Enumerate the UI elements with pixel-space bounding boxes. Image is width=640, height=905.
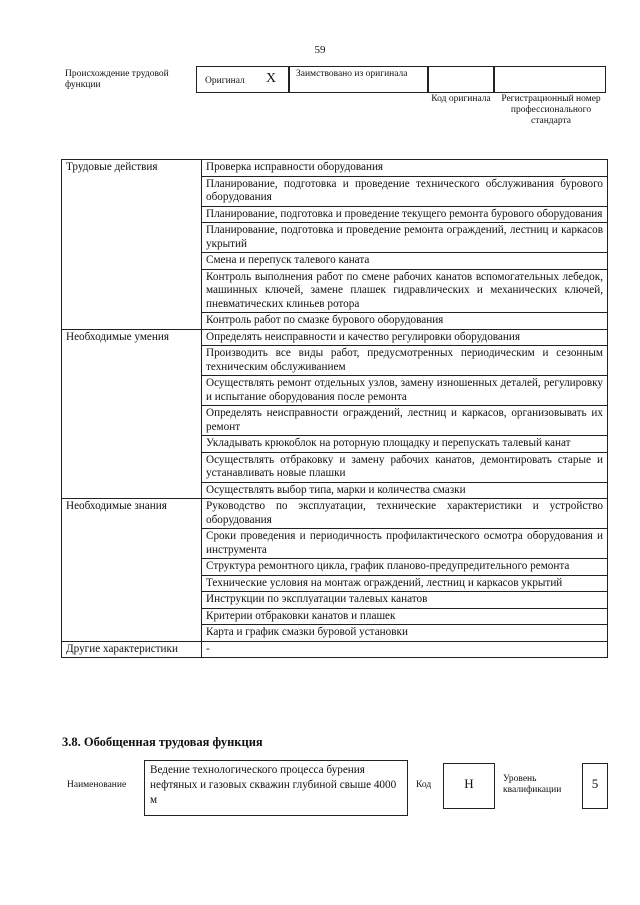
category-cell [62, 269, 202, 313]
original-mark: X [266, 71, 277, 86]
item-cell: Контроль работ по смазке бурового оборудования [202, 313, 608, 330]
item-cell: Критерии отбраковки канатов и плашек [202, 608, 608, 625]
reg-number-caption: Регистрационный номер профессионального стандарта [501, 94, 601, 126]
table-row [62, 559, 608, 576]
category-cell [62, 436, 202, 453]
category-cell [62, 592, 202, 609]
item-cell: Руководство по эксплуатации, технические характеристики и устройство оборудования [202, 499, 608, 529]
category-cell [62, 223, 202, 253]
level-value: 5 [591, 776, 599, 791]
code-original-caption: Код оригинала [431, 94, 491, 104]
item-cell: Осуществлять отбраковку и замену рабочих канатов, демонтировать старые и устанавливать новые плашки [202, 452, 608, 482]
page-number: 59 [314, 44, 326, 56]
table-row [62, 346, 608, 376]
category-cell [62, 452, 202, 482]
table-row [62, 625, 608, 642]
category-cell [62, 253, 202, 270]
name-label: Наименование [67, 780, 127, 790]
original-label: Оригинал [205, 76, 245, 86]
table-row [62, 499, 608, 529]
category-cell [62, 608, 202, 625]
table-row [62, 206, 608, 223]
category-cell: Необходимые знания [62, 499, 202, 529]
table-row [62, 529, 608, 559]
item-cell: Планирование, подготовка и проведение текущего ремонта бурового оборудования [202, 206, 608, 223]
labor-function-table [61, 159, 608, 658]
table-row [62, 641, 608, 658]
code-value: H [464, 776, 474, 791]
item-cell: Сроки проведения и периодичность профилактического осмотра оборудования и инструмента [202, 529, 608, 559]
borrowed-label: Заимствовано из оригинала [296, 69, 408, 79]
category-cell: Другие характеристики [62, 641, 202, 658]
category-cell [62, 559, 202, 576]
category-cell [62, 529, 202, 559]
category-cell [62, 406, 202, 436]
category-cell [62, 482, 202, 499]
item-cell: Планирование, подготовка и проведение технического обслуживания бурового оборудования [202, 176, 608, 206]
category-cell [62, 625, 202, 642]
category-cell [62, 313, 202, 330]
item-cell: Планирование, подготовка и проведение ремонта ограждений, лестниц и каркасов укрытий [202, 223, 608, 253]
table-row [62, 313, 608, 330]
item-cell: Смена и перепуск талевого каната [202, 253, 608, 270]
table-row [62, 269, 608, 313]
table-row [62, 592, 608, 609]
item-cell: Определять неисправности ограждений, лестниц и каркасов, организовывать их ремонт [202, 406, 608, 436]
item-cell: Проверка исправности оборудования [202, 160, 608, 177]
table-row [62, 329, 608, 346]
table-row [62, 482, 608, 499]
section-heading: 3.8. Обобщенная трудовая функция [62, 735, 263, 749]
table-row [62, 406, 608, 436]
table-row [62, 253, 608, 270]
item-cell: Инструкции по эксплуатации талевых канатов [202, 592, 608, 609]
item-cell: Определять неисправности и качество регулировки оборудования [202, 329, 608, 346]
name-value: Ведение технологического процесса бурения нефтяных и газовых скважин глубиной свыше 4000 м [150, 764, 397, 806]
table-row [62, 376, 608, 406]
table-row [62, 223, 608, 253]
category-cell [62, 346, 202, 376]
code-label: Код [416, 780, 432, 790]
item-cell: Осуществлять выбор типа, марки и количества смазки [202, 482, 608, 499]
table-row [62, 452, 608, 482]
item-cell: - [202, 641, 608, 658]
item-cell: Структура ремонтного цикла, график планово-предупредительного ремонта [202, 559, 608, 576]
table-row [62, 436, 608, 453]
item-cell: Укладывать крюкоблок на роторную площадку и перепускать талевый канат [202, 436, 608, 453]
category-cell: Трудовые действия [62, 160, 202, 177]
code-original-cell [428, 66, 494, 93]
category-cell [62, 176, 202, 206]
category-cell: Необходимые умения [62, 329, 202, 346]
item-cell: Технические условия на монтаж ограждений, лестниц и каркасов укрытий [202, 575, 608, 592]
level-label: Уровень квалификации [503, 774, 562, 795]
table-row [62, 575, 608, 592]
origin-label: Происхождение трудовой функции [65, 69, 169, 90]
item-cell: Карта и график смазки буровой установки [202, 625, 608, 642]
table-row [62, 176, 608, 206]
category-cell [62, 376, 202, 406]
category-cell [62, 206, 202, 223]
item-cell: Производить все виды работ, предусмотренных периодическим и сезонным техническим обслуживанием [202, 346, 608, 376]
item-cell: Осуществлять ремонт отдельных узлов, замену изношенных деталей, регулировку и испытание оборудования после ремонта [202, 376, 608, 406]
table-row [62, 160, 608, 177]
category-cell [62, 575, 202, 592]
table-row [62, 608, 608, 625]
reg-number-cell [494, 66, 606, 93]
item-cell: Контроль выполнения работ по смене рабочих канатов вспомогательных лебедок, машинных ключей, замене плашек гидравлических и механических ключей, пневматических клиньев ротора [202, 269, 608, 313]
